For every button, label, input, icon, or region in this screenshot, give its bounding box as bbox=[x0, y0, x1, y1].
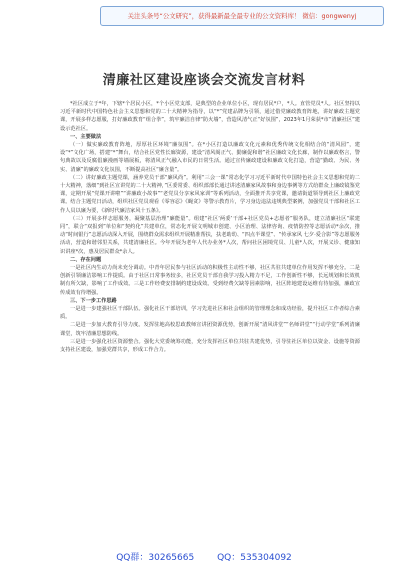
document-body bbox=[60, 100, 360, 354]
section-heading-3: 三、下一步工作思路 bbox=[70, 297, 117, 304]
section-heading-2: 二、存在问题 bbox=[70, 256, 102, 263]
paragraph-2: 一是社区内生动力尚未充分调动。中青年居民参与社区活动的积极性主动性不够，社区共驻共建单位作用发挥不够充分。二是创新引领廉洁影响工作提质。由于社区日常事务较多，社区党员干部自我学习投入精力不足，工作创新性不够，长远规划和长效机制有所欠缺，影响了工作成效。三是工作经费安排制约建设成效。受到经费欠缺等因素影响，社区阵地建设运维有待加强，廉政宣传成效有待增强。 bbox=[60, 265, 360, 296]
promo-banner: 关注头条号“公文研究”，获得最新最全最专业的公文资料库！ 微信：gongwenyj bbox=[100, 6, 384, 26]
footer-contact bbox=[0, 550, 408, 563]
paragraph-1-2: （二）讲好廉政主题党课，涵养党员干部“廉风尚”。利用“三会一课”常态化学习习近平新时代中国特色社会主义思想和党的二十大精神，落细“到社区宣讲党的二十大精神，”区委常委、组织部部长通过讲述清廉家风故事和身边事例等方式给群众上廉政镜鉴党课，定期开展“党课开讲啦”“讲廉政小故事”“老党员分享家风家训”等系列活动，全面推开共享党课，邀请街道领导到社区上廉政党课。结合主题党日活动，组织社区党员观看《零容忍》《蝇贪》等警示教育片，学习身边违法违规典型案例，加强党员干部和社区工作人员以廉为要，《新时代廉洁家风十五条》。 bbox=[60, 174, 360, 214]
paragraph-1-3: （三）开展多样志愿服务，凝聚基层治理“廉能量”。组建“社区‘两委’干部+社区党员+志愿者”服务队，建立清廉社区“联建同”，联合“双报到”单位和“契约化”共建单位，常态化开展文明城市创建、小区治理、法律咨询、疫情防控等志愿活动*余次，推动“时间银行”志愿活动深入开展，围绕群众需求组织开展精准帮扶，扶老助幼、“四点半课堂”、“传承家风 七夕·爱合影”等志愿服务活动，营造和谐邻里关系，共建清廉社区。今年开展为老年人代办业务*人次，帮问社区困境党员、儿童*人次，开展义诊、健康知识讲座*次，惠及居民群众*余人。 bbox=[60, 215, 360, 255]
paragraph-3-2: 二是进一步加大教育引导力度。发挥驻地高校思政教师宣讲团资源优势，创新开展“清风讲堂”“名师讲堂”“行动学堂”系列清廉课堂，筑牢清廉思想防线。 bbox=[60, 322, 360, 337]
qq-group: QQ群：30265665 bbox=[116, 553, 195, 563]
intro-paragraph: *社区成立于*年，下辖*个居民小区，*个小区党支部，是典型的企业单位小区，现有居民*户，*人。直管党员*人。社区坚持以习近平新时代中国特色社会主义思想和党的二十大精神为指导，以“*”党建品牌为引领，通过借党廉政教育阵地，讲好廉政主题党课，开展多样志愿服，打好廉政教育“组合拳”，筑牢廉洁自律“防火墙”，营造风清气正“好氛围”，2023年1月荣获*市“清廉社区”建设示范社区。 bbox=[60, 101, 360, 132]
paragraph-3-1: 一是进一步建强社区干部队伍。强化社区干部培训，学习先进社区和社会组织的管理理念和成功经验，提升社区工作者综合素质。 bbox=[60, 306, 360, 321]
section-heading-1: 一、主要做法 bbox=[70, 133, 102, 140]
page-title: 清廉社区建设座谈会交流发言材料 bbox=[102, 73, 306, 88]
paragraph-1-1: （一）做实廉政教育阵地，厚厚社区环境“廉氛围”。在*小区打造以廉政文化元素和优秀传统文化相结合的“清风园”，建设“*”文化广场，搭建“*”舞台，结合社区党性长廊资源，建设“清风阁正气、勤廉促和谐”社区廉政文化长廊，制作以廉政格言，警句典故以及反腐倡廉漫画等墙展板，将清风正气融入市民的日常生活。通过宣传廉政建设和廉政文化打造，营造“勤政、为民、务实、清廉”的廉政文化氛围，不断提高社区“廉含量”。 bbox=[60, 142, 360, 173]
qq-number: QQ：535304092 bbox=[217, 553, 292, 563]
paragraph-3-3: 三是进一步强化社区资源整合。强化大党委统筹功能，充分发挥社区单位共驻共建优势，引导驻社区单位以资金、设施等资源支持社区建设，加强党群共享，形成工作合力。 bbox=[60, 338, 360, 354]
